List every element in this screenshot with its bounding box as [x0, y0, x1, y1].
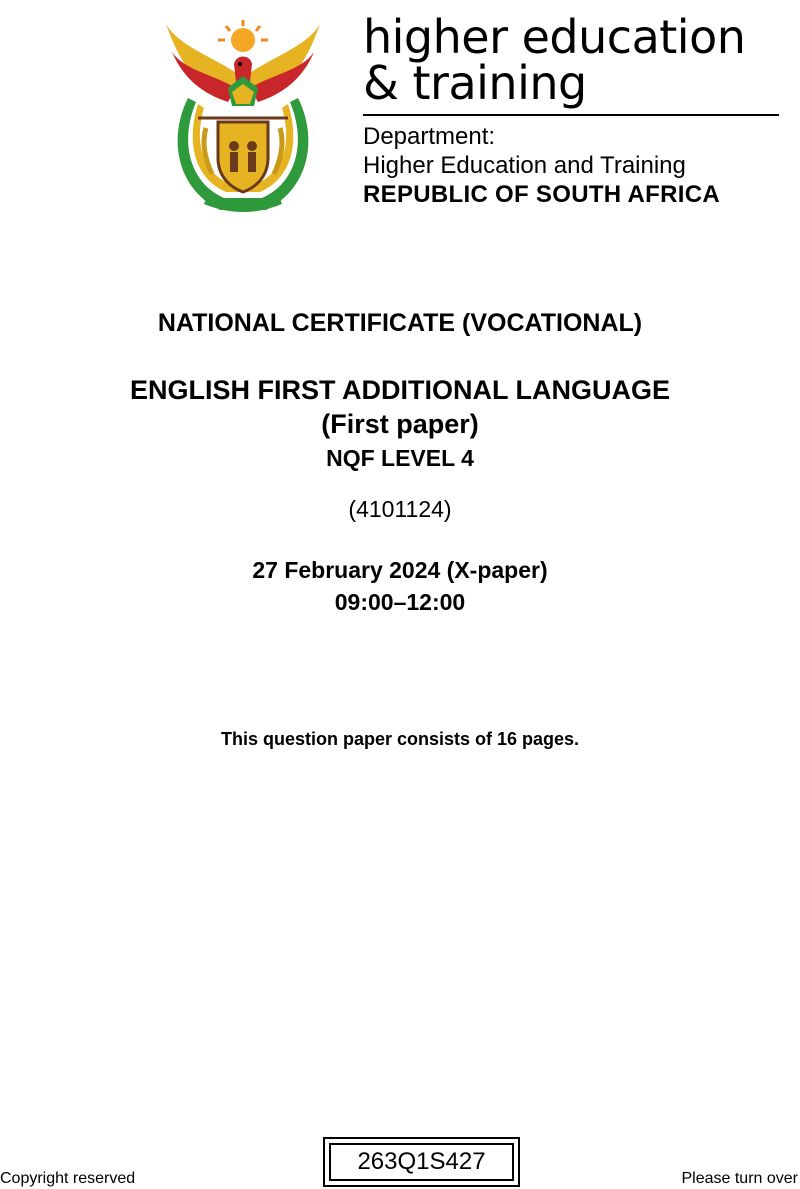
exam-time: 09:00–12:00	[334, 589, 466, 615]
paper-number: (First paper)	[321, 409, 479, 439]
department-name: Higher Education and Training	[363, 152, 686, 179]
subject-title: ENGLISH FIRST ADDITIONAL LANGUAGE	[130, 375, 670, 405]
department-block	[363, 122, 793, 209]
coat-of-arms-icon	[158, 18, 328, 218]
brand-wordmark	[363, 10, 783, 110]
turn-over-note: Please turn over	[681, 1170, 798, 1187]
exam-date: 27 February 2024 (X-paper)	[252, 557, 548, 583]
paper-code-box	[323, 1137, 520, 1187]
brand-line-1: higher education	[363, 10, 746, 64]
brand-line-2: & training	[363, 56, 587, 110]
paper-code: 263Q1S427	[329, 1143, 514, 1181]
copyright-notice: Copyright reserved	[0, 1170, 136, 1187]
subject-code: (4101124)	[348, 496, 452, 522]
nqf-level: NQF LEVEL 4	[326, 445, 474, 471]
certificate-title: NATIONAL CERTIFICATE (VOCATIONAL)	[157, 309, 643, 337]
department-label: Department:	[363, 123, 496, 150]
page-count-note: This question paper consists of 16 pages.	[220, 729, 580, 749]
country-name: REPUBLIC OF SOUTH AFRICA	[363, 181, 720, 208]
brand-divider	[363, 114, 779, 116]
